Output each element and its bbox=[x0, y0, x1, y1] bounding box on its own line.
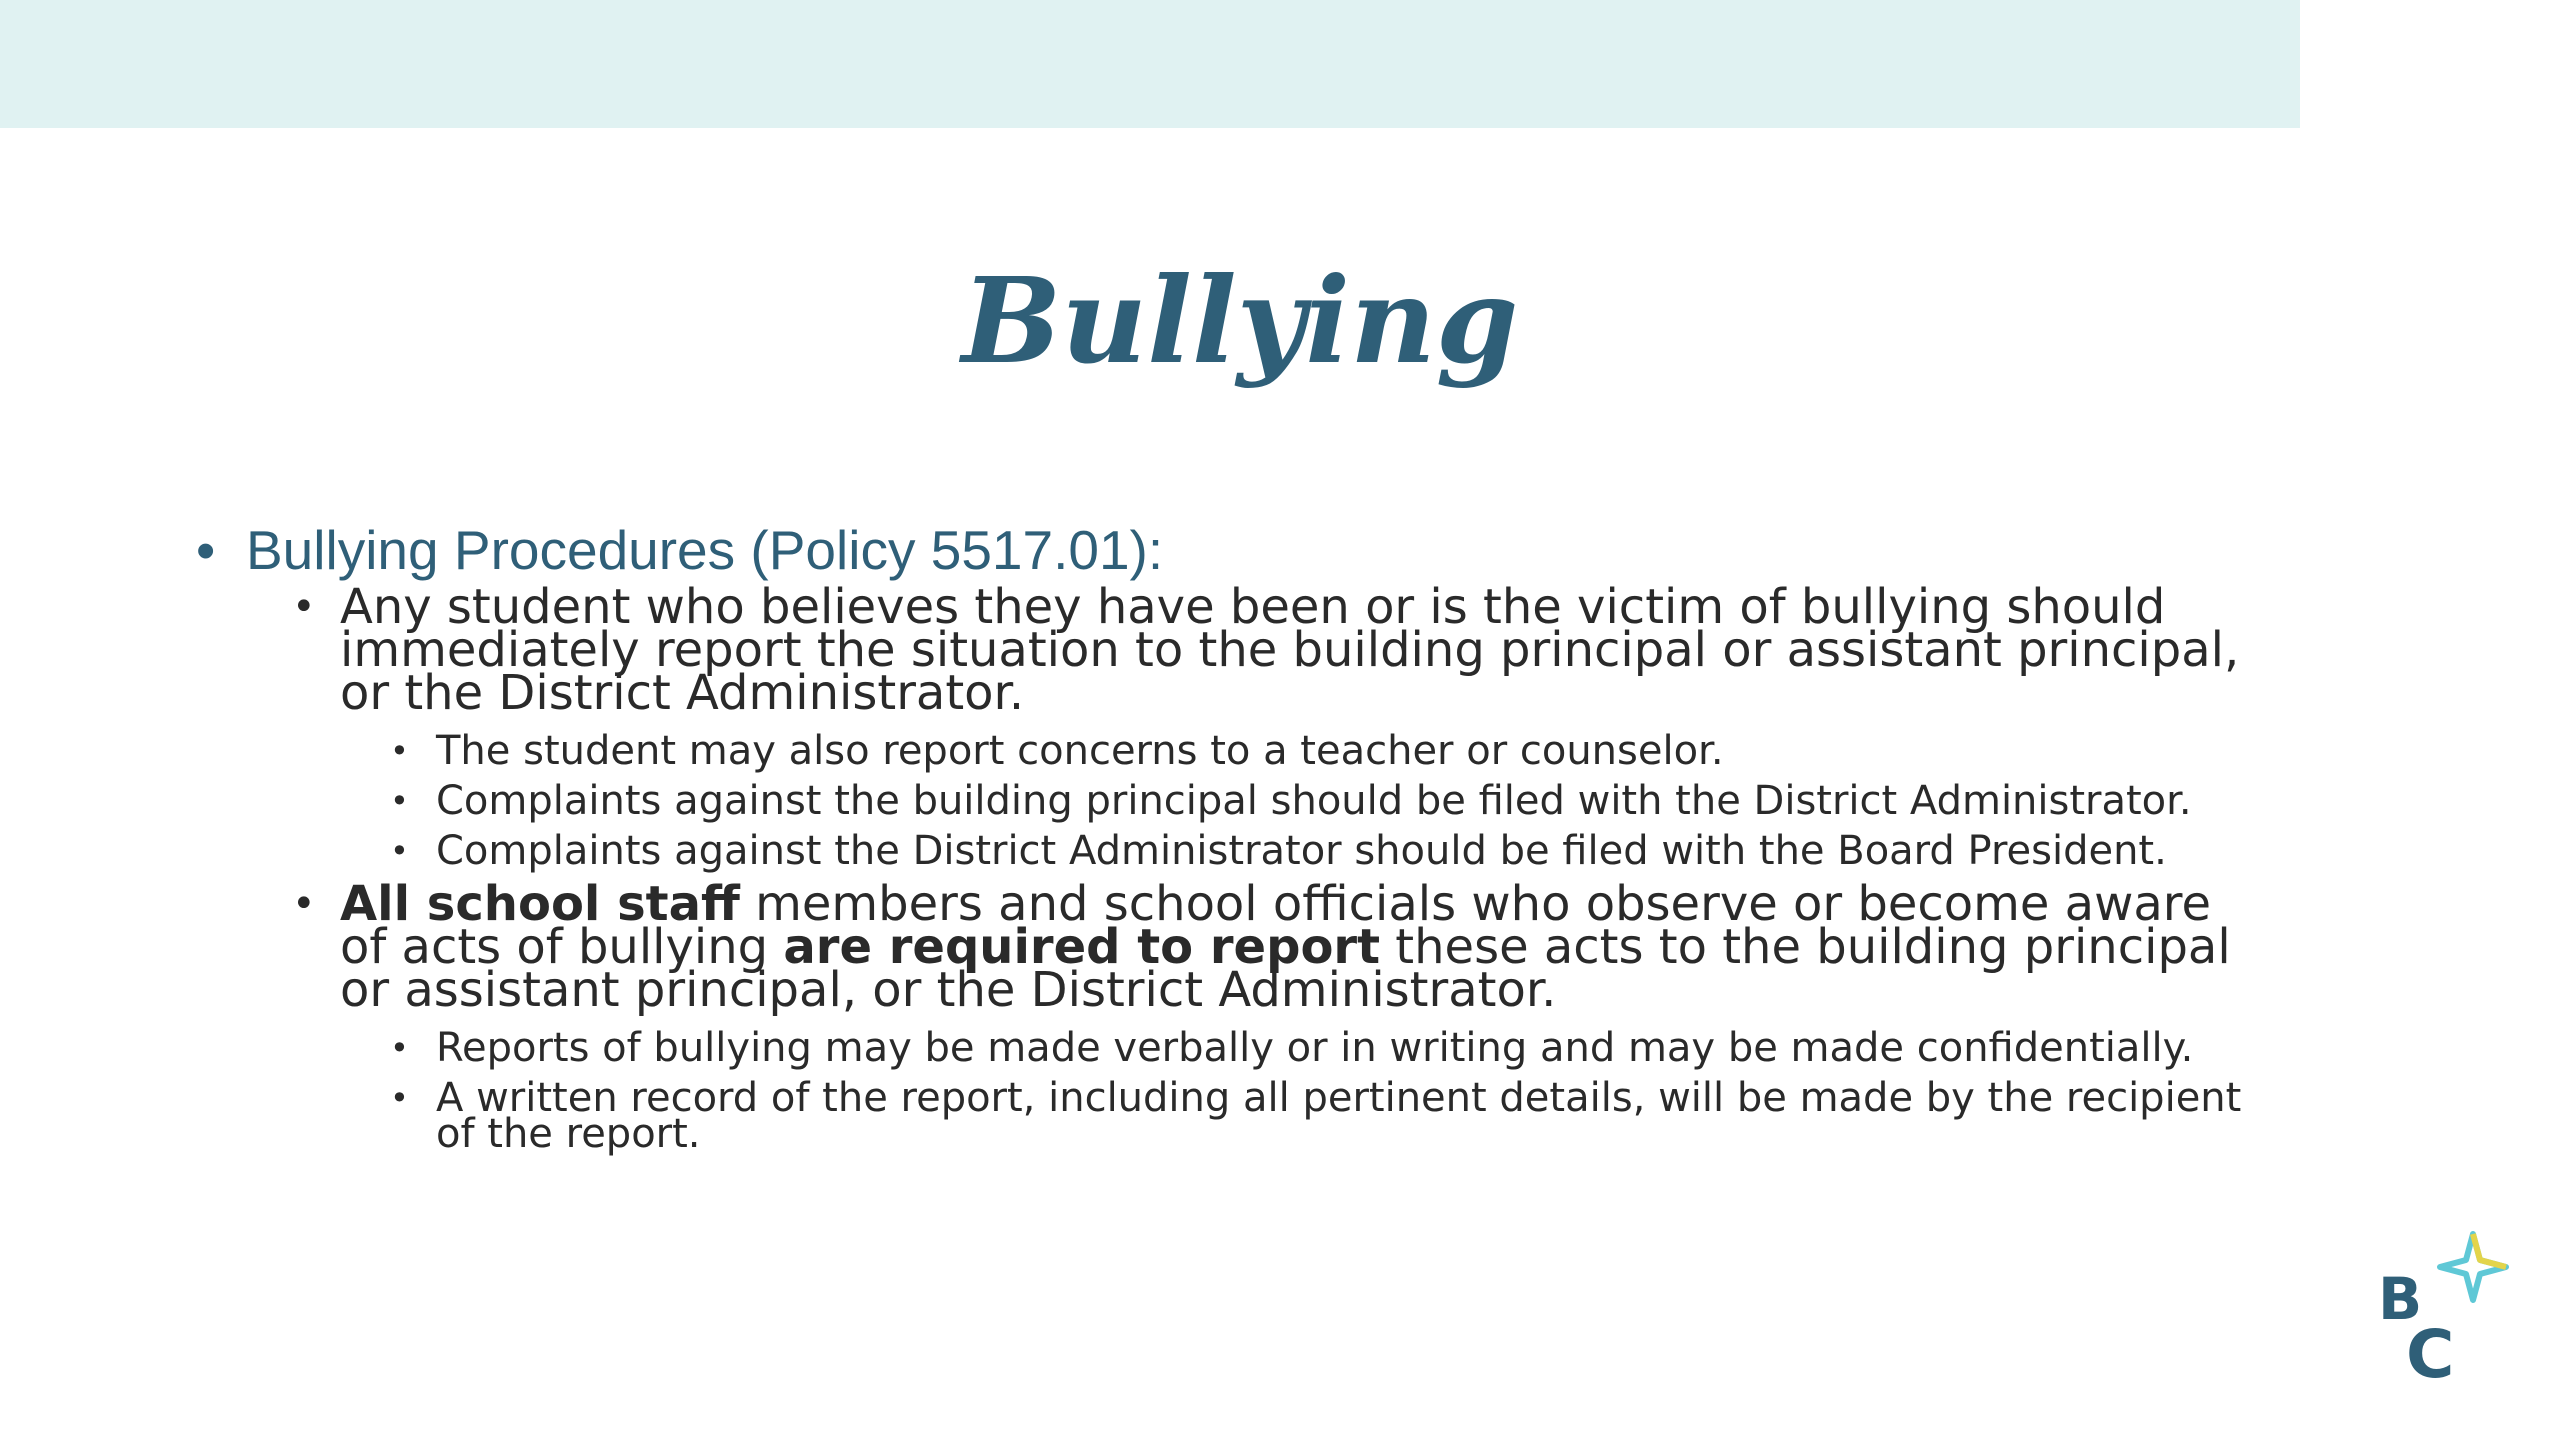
point-2-middle: members and school officials who observe or become aware of acts of bullying bbox=[340, 876, 2211, 975]
sub-bullet-text: A written record of the report, including all pertinent details, will be made by the recipient of the report. bbox=[436, 1075, 2242, 1157]
bullet-point-1 bbox=[292, 579, 2256, 721]
logo-letter-b: B bbox=[2378, 1265, 2423, 1333]
point-2-end: these acts to the building principal or assistant principal, or the District Administrator. bbox=[340, 919, 2231, 1018]
sub-bullet-text: Complaints against the District Administrator should be filed with the Board President. bbox=[436, 828, 2167, 874]
bullet-dot: • bbox=[390, 732, 409, 770]
sub-bullet bbox=[390, 728, 2256, 774]
bullet-dot: • bbox=[390, 782, 409, 820]
sub-bullet bbox=[390, 828, 2256, 874]
sub-bullet bbox=[390, 778, 2256, 824]
bc-logo bbox=[2370, 1230, 2510, 1393]
sub-bullet-text: Reports of bullying may be made verbally or in writing and may be made confidentially. bbox=[436, 1025, 2194, 1071]
heading-text: Bullying Procedures (Policy 5517.01): bbox=[246, 519, 1164, 581]
bullet-dot: • bbox=[196, 519, 216, 581]
sub-bullet bbox=[390, 1075, 2256, 1157]
sparkle-icon bbox=[2436, 1230, 2510, 1304]
bullet-dot: • bbox=[292, 584, 316, 630]
bold-required-text: are required to report bbox=[783, 919, 1381, 975]
point-1-text: Any student who believes they have been or is the victim of bullying should immediately report the situation to the building principal or assistant principal, or the District Administrator. bbox=[340, 579, 2240, 721]
slide-body bbox=[196, 518, 2256, 1166]
slide-title: Bullying bbox=[961, 251, 1519, 390]
bold-staff-text: All school staff bbox=[340, 876, 740, 932]
bullet-heading bbox=[196, 518, 2256, 582]
bullet-dot: • bbox=[390, 1029, 409, 1067]
point-2-text bbox=[340, 876, 2231, 1018]
bullet-point-2 bbox=[292, 876, 2256, 1018]
sub-bullet-text: The student may also report concerns to a teacher or counselor. bbox=[436, 728, 1724, 774]
sub-bullet bbox=[390, 1025, 2256, 1071]
bullet-dot: • bbox=[292, 881, 316, 927]
logo-letter-c: C bbox=[2406, 1316, 2455, 1393]
sub-bullet-text: Complaints against the building principal should be filed with the District Administrator. bbox=[436, 778, 2192, 824]
bullet-dot: • bbox=[390, 832, 409, 870]
bullet-dot: • bbox=[390, 1079, 409, 1117]
header-band bbox=[0, 0, 2300, 128]
